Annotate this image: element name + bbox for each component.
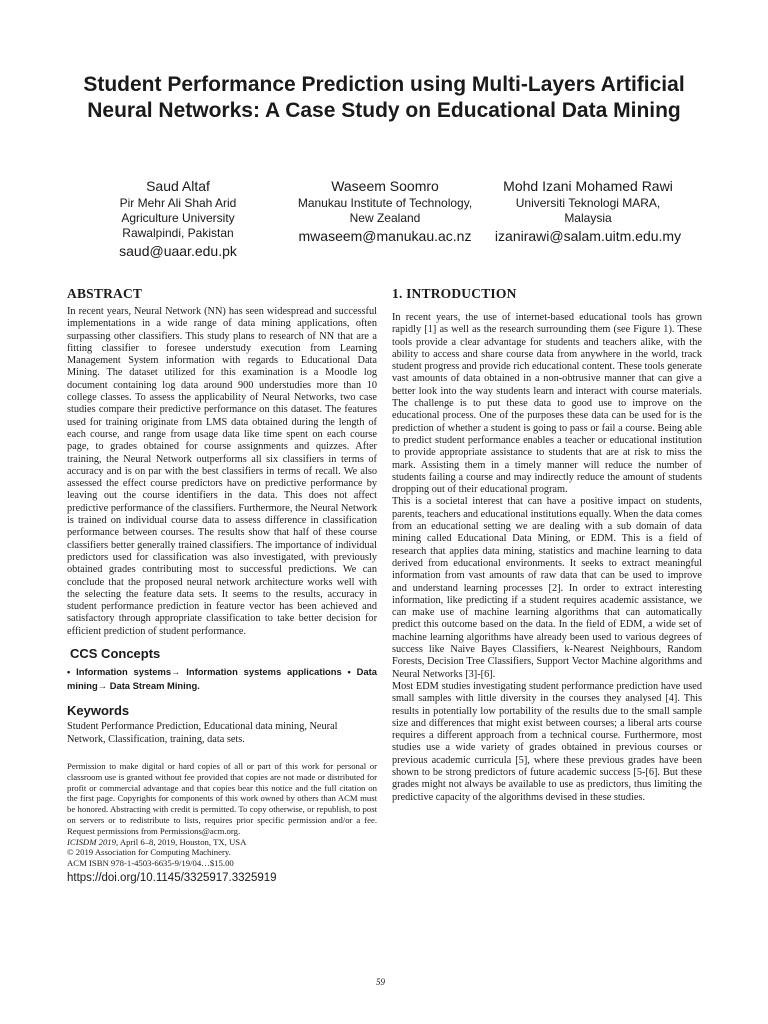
author-email: izanirawi@salam.uitm.edu.my	[494, 228, 682, 244]
author-2	[285, 176, 485, 246]
right-column	[392, 286, 702, 804]
intro-paragraph: In recent years, the use of internet-based educational tools has grown rapidly [1] as well as the research surrounding them (see Figure 1). These tools provide a clear advantage for students and teachers alike, with the ability to access and share course data from anywhere in the world, track student progress and provide rich educational content. These tools generate vast amounts of data obtained in a non-obtrusive manner that can give a better look into the way students learn and interact with course materials. The challenge is to put these data to good use to improve on the educational process. One of the purposes these data can be used for is the prediction of whether a student is going to pass or fail a course. Being able to predict student performance enables a teacher or educational institution to provide appropriate assistance to students that are at risk to miss the mark. Assisting them in a timely manner will reduce the number of students failing a course and may indirectly reduce the amount of students dropping out of their educational program.	[392, 312, 702, 496]
author-name: Saud Altaf	[146, 178, 210, 194]
intro-paragraph: This is a societal interest that can have a positive impact on students, parents, teachers and educational institutions equally. When the data comes from an educational setting we are dealing with a sub domain of data mining called Educational Data Mining, or EDM. This is a field of research that applies data mining, statistics and machine learning to data derived from educational environments. It seeks to extract meaningful information from vast amounts of raw data that can be used to improve and understand learning processes [2]. In order to extract interesting information, like predicting if a student requires academic assistance, we can make use of machine learning algorithms that can automatically predict this outcome based on the data. In the field of EDM, a wide set of machine learning algorithms have already been used to various degrees of success like Naive Bayes Classifiers, k-Nearest Neighbours, Random Forests, Decision Tree Classifiers, Support Vector Machine algorithms and Neural Networks [3]-[6].	[392, 496, 702, 680]
isbn-line: ACM ISBN 978-1-4503-6635-9/19/04…$15.00	[67, 858, 234, 869]
introduction-heading: 1. INTRODUCTION	[392, 286, 517, 301]
intro-paragraph: Most EDM studies investigating student performance prediction have used small samples with little diversity in the courses they analysed [4]. This results in potentially low portability of the results due to the small sample size and differences that might exist between courses; a liberal arts course requires a different approach from a technical course. Furthermore, most studies use a wide variety of grades obtained in previous courses or previous academic curricula [5], where these previous grades have been shown to be strong predictors of future academic success [5-[6]. But these grades might not always be available to use as predictors, thus limiting the predictive capacity of the algorithms devised in these studies.	[392, 680, 702, 803]
keywords-heading: Keywords	[67, 703, 130, 719]
author-affiliation: Universiti Teknologi MARA, Malaysia	[515, 196, 661, 225]
abstract-heading: ABSTRACT	[67, 286, 143, 301]
conference-details: , April 6–8, 2019, Houston, TX, USA	[115, 836, 247, 847]
author-affiliation: Manukau Institute of Technology, New Zealand	[297, 196, 473, 225]
ccs-text: • Information systems→ Information systems applications • Data mining→ Data Stream Mining.	[67, 666, 377, 691]
copyright-line: © 2019 Association for Computing Machinery.	[67, 847, 231, 858]
ccs-heading: CCS Concepts	[70, 646, 161, 662]
conference-name: ICISDM 2019	[67, 836, 116, 847]
author-name: Waseem Soomro	[331, 178, 439, 194]
left-column	[67, 286, 377, 885]
paper-title: Student Performance Prediction using Multi-Layers Artificial Neural Networks: A Case Study on Educational Data Mining	[83, 73, 685, 122]
doi-link[interactable]: https://doi.org/10.1145/3325917.3325919	[67, 871, 277, 884]
author-1	[98, 176, 258, 261]
keywords-text: Student Performance Prediction, Educational data mining, Neural Network, Classification, training, data sets.	[67, 721, 338, 745]
permission-notice: Permission to make digital or hard copies of all or part of this work for personal or classroom use is granted without fee provided that copies are not made or distributed for profit or commercial advantage and that copies bear this notice and the full citation on the first page. Copyrights for components of this work owned by others than ACM must be honored. Abstracting with credit is permitted. To copy otherwise, or republish, to post on servers or to redistribute to lists, requires prior specific permission and/or a fee. Request permissions from Permissions@acm.org.	[67, 761, 377, 836]
author-email: saud@uaar.edu.pk	[119, 243, 237, 259]
author-name: Mohd Izani Mohamed Rawi	[503, 178, 673, 194]
author-email: mwaseem@manukau.ac.nz	[298, 228, 472, 244]
abstract-text: In recent years, Neural Network (NN) has seen widespread and successful implementations in a wide range of data mining applications, often surpassing other classifiers. This study plans to research of NN that are a fitting classifier to foresee understudy execution from Learning Management System information with regards to Educational Data Mining. The dataset utilized for this examination is a Moodle log document containing log data around 900 understudies more than 10 college classes. To assess the applicability of Neural Networks, two case studies compare their predictive performance on this dataset. The features used for training originate from LMS data obtained during the length of each course, and range from usage data like time spent on each course page, to grades obtained for course assignments and quizzes. After training, the Neural Network outperforms all six classifiers in terms of accuracy and is on par with the best classifiers in terms of recall. We also assessed the effect course predictors have on predictive performance by leaving out the course identifiers in the data. This does not affect predictive performance of the classifiers. Furthermore, the Neural Network is trained on individual course data to assess difference in classification performance between courses. The results show that half of these course classifiers better generally trained classifiers. The importance of individual predictors used for classification was also investigated, with previously obtained grades contributing most to successful predictions. We can conclude that the proposed neural network architecture works well with the selecting the feature data sets. It seems to the results, accuracy in student performance prediction in feature vector has been achieved and satisfactory through appropriate classification to take better decision for efficient prediction of student performance.	[67, 306, 377, 637]
page-number: 59	[376, 977, 385, 987]
conference-line	[67, 837, 377, 848]
author-affiliation: Pir Mehr Ali Shah Arid Agriculture University Rawalpindi, Pakistan	[119, 196, 237, 240]
author-3	[482, 176, 694, 246]
